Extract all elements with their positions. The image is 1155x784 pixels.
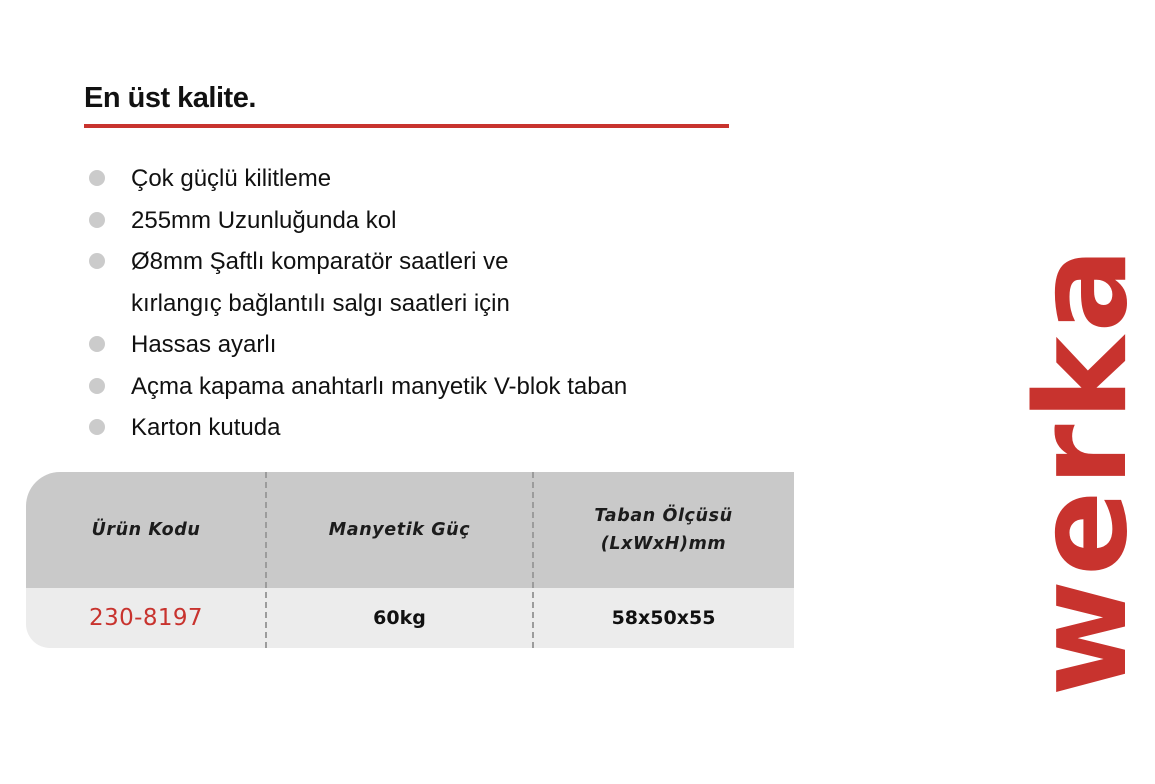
cell-force [266,588,533,648]
spec-table-header [26,472,794,588]
header-cell-force [266,472,533,588]
bullet-icon [89,378,105,394]
column-divider [265,472,267,648]
feature-text: Hassas ayarlı [131,331,277,358]
bullet-icon [89,253,105,269]
feature-item [86,407,627,449]
brand-logo: werka [1008,243,1155,697]
feature-item [86,366,627,408]
bullet-icon [89,212,105,228]
spec-table [26,472,794,648]
header-cell-code [26,472,266,588]
column-divider [532,472,534,648]
cell-code [26,588,266,648]
heading-underline [84,124,729,128]
feature-text: 255mm Uzunluğunda kol [131,206,397,234]
magnetic-force-value: 60kg [373,607,426,629]
feature-text: Açma kapama anahtarlı manyetik V-blok taban [131,372,628,400]
header-force-label: Manyetik Güç [328,520,471,540]
feature-text: Karton kutuda [131,414,281,441]
feature-text: Ø8mm Şaftlı komparatör saatleri ve [131,248,509,275]
bullet-icon [89,170,105,186]
feature-item [86,200,627,242]
feature-text: Çok güçlü kilitleme [131,165,332,192]
feature-text-continuation: kırlangıç bağlantılı salgı saatleri için [131,289,510,317]
feature-item [86,241,627,324]
feature-list [86,158,627,449]
header-base-label: Taban Ölçüsü [594,506,733,526]
header-cell-base [533,472,794,588]
cell-base [533,588,794,648]
product-code: 230-8197 [89,605,203,631]
feature-item [86,324,627,366]
base-size-value: 58x50x55 [611,607,716,629]
feature-item [86,158,627,200]
header-base-unit: (LxWxH)mm [600,534,727,554]
bullet-icon [89,419,105,435]
page-heading: En üst kalite. [84,82,256,114]
bullet-icon [89,336,105,352]
header-code-label: Ürün Kodu [91,520,201,540]
table-row [26,588,794,648]
